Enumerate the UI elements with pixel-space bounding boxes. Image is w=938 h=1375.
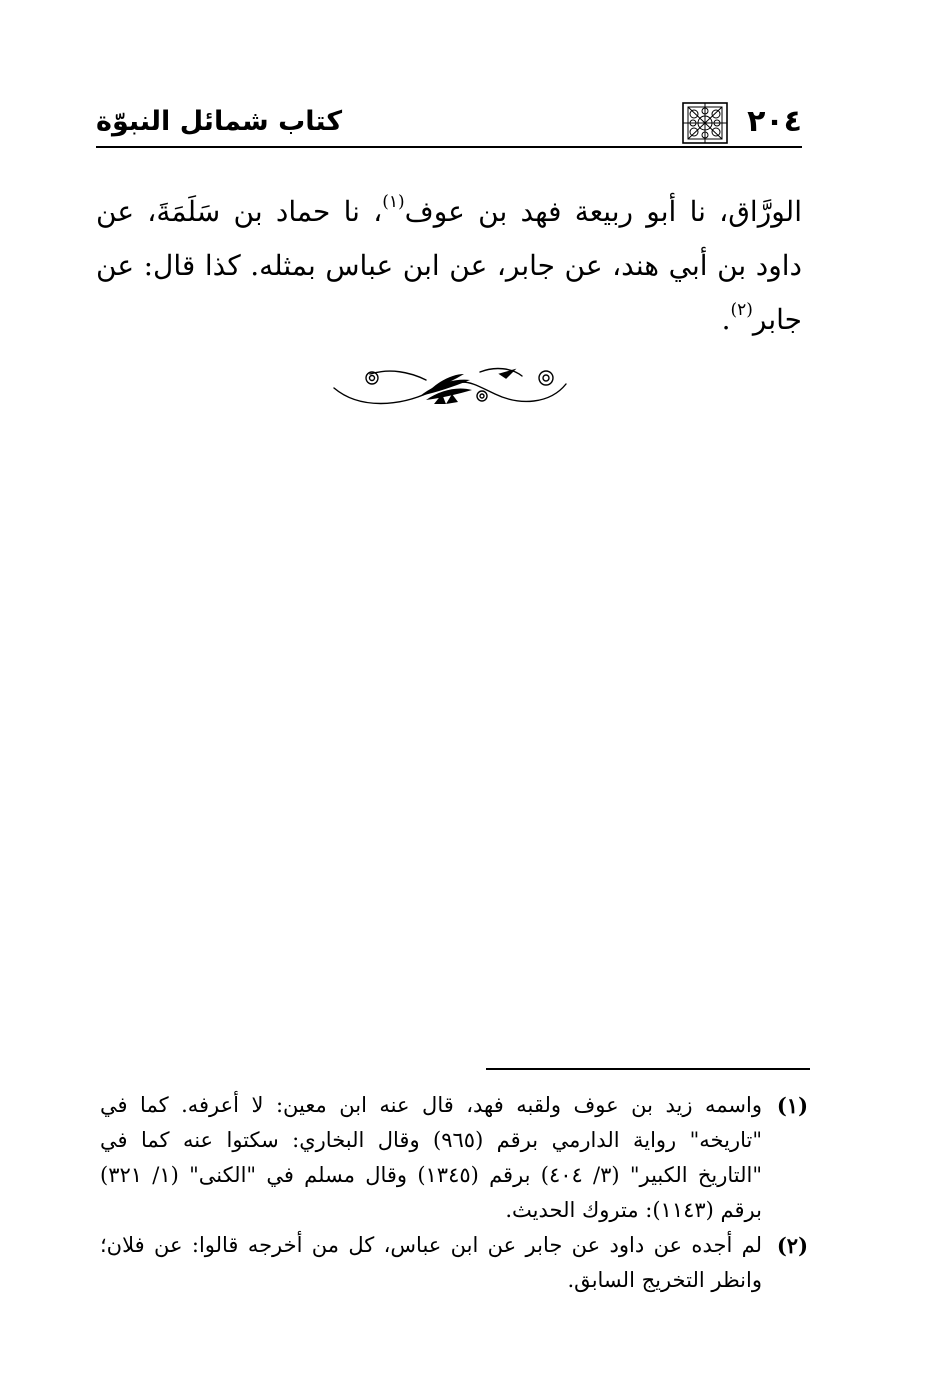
book-title: كتاب شمائل النبوّة [96,106,343,137]
footnote-text: واسمه زيد بن عوف ولقبه فهد، قال عنه ابن معين: لا أعرفه. كما في "تاريخه" رواية الدارمي برقم (٩٦٥) وقال البخاري: سكتوا عنه كما في "التاريخ الكبير" (٣/ ٤٠٤) برقم (١٣٤٥) وقال مسلم في "الكنى" (١/ ٣٢١) برقم (١١٤٣): متروك الحديث. [100,1093,762,1222]
ornament-icon [680,100,730,146]
page-header [96,100,802,148]
footnotes-section [100,1088,808,1298]
footnote-item [100,1228,808,1298]
footnote-item [100,1088,808,1228]
body-text-part-2: ، نا حماد بن سَلَمَةَ، عن داود بن أبي هند، عن جابر، عن ابن عباس بمثله. كذا قال: عن جابر [96,195,802,336]
header-rule [96,146,802,148]
footnote-ref-1: (١) [382,192,405,212]
flourish-divider-icon [330,360,570,410]
body-text-part-3: . [721,303,731,336]
body-paragraph [96,185,802,347]
footnote-ref-2: (٢) [730,300,753,320]
body-text-part-1: الورَّاق، نا أبو ربيعة فهد بن عوف [404,195,802,228]
footnote-separator [486,1068,810,1070]
footnote-text: لم أجده عن داود عن جابر عن ابن عباس، كل من أخرجه قالوا: عن فلان؛ وانظر التخريج السابق. [100,1233,762,1292]
page-number: ٢٠٤ [747,104,802,139]
footnote-number: (٢) [776,1233,808,1258]
footnote-number: (١) [776,1093,808,1118]
